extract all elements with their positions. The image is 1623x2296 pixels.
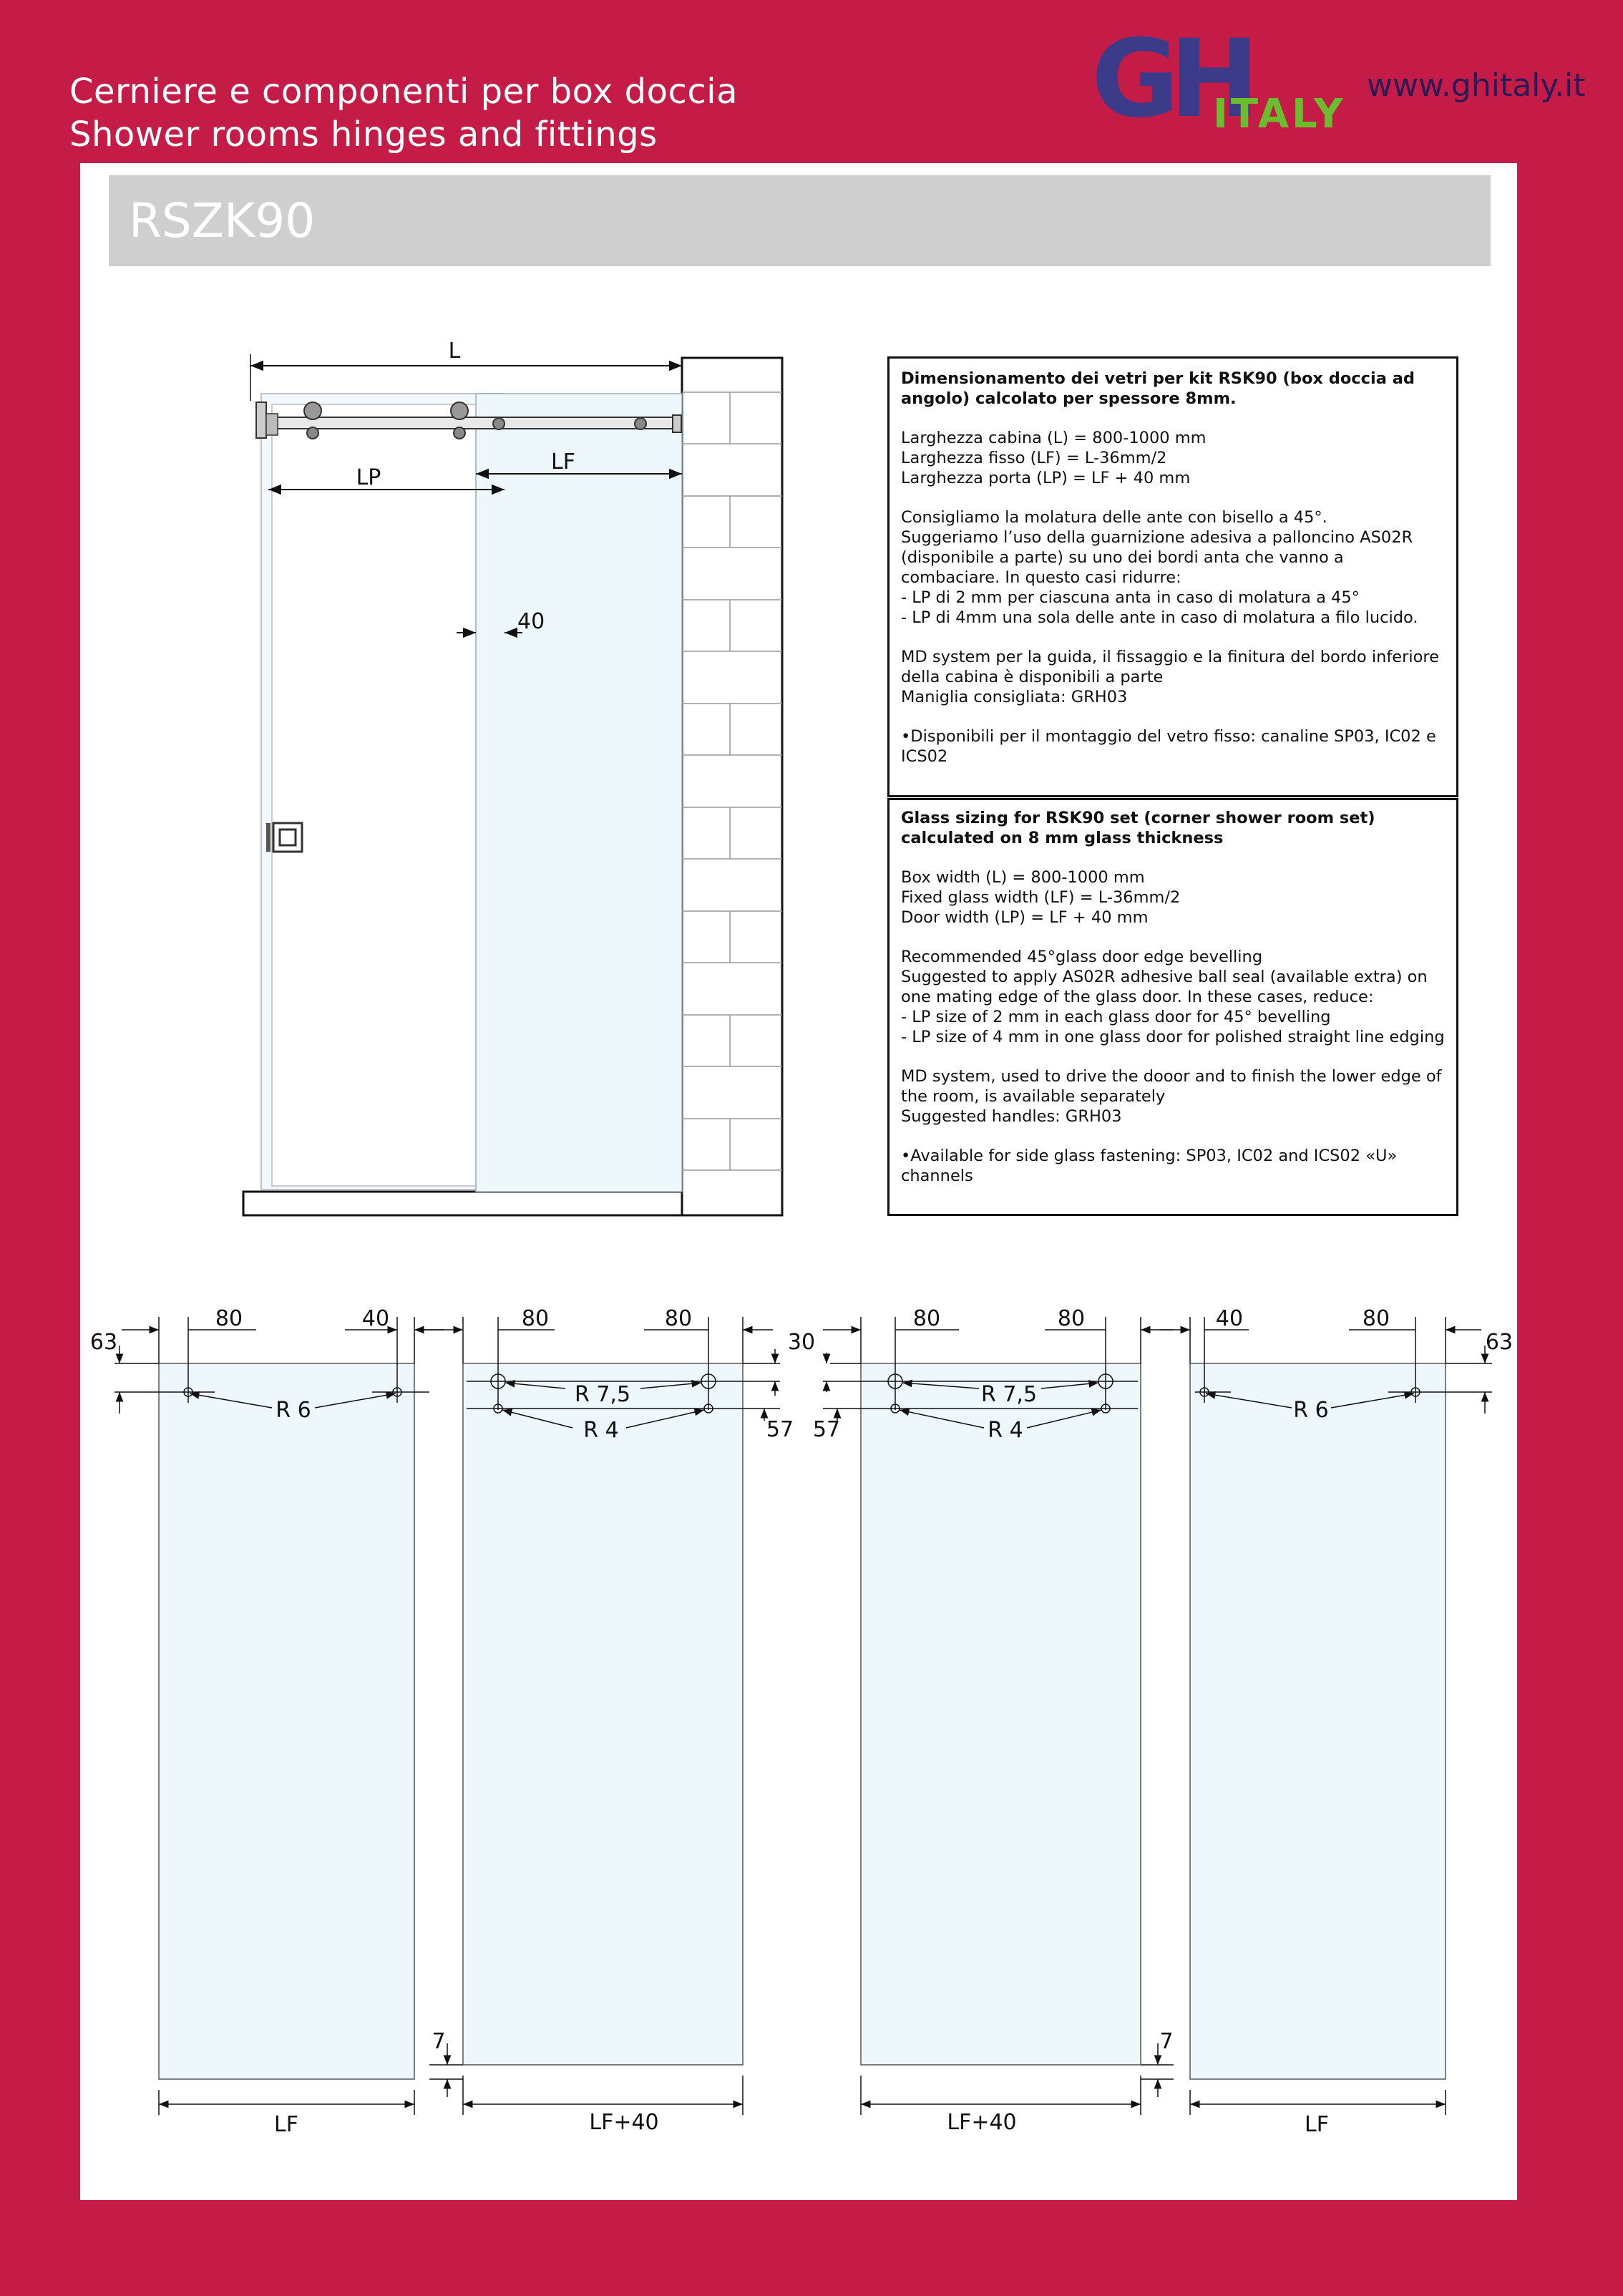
sizing-heading-it: Dimensionamento dei vetri per kit RSK90 (box doccia ad angolo) calcolato per spessore 8mm. xyxy=(901,369,1415,408)
panel-1-dim-top-right: 40 xyxy=(361,1306,390,1331)
floor-base xyxy=(243,1192,682,1215)
panel-1-dim-margin: 63 xyxy=(89,1330,118,1355)
product-code: RSZK90 xyxy=(129,193,316,248)
panel-4-dim-top-left: 40 xyxy=(1215,1306,1244,1331)
panel-2-glass xyxy=(463,1363,743,2065)
fixed-glass-clamp-2 xyxy=(635,418,646,429)
sizing-dims-en: Box width (L) = 800-1000 mm Fixed glass width (LF) = L-36mm/2 Door width (LP) = LF + 40 mm xyxy=(901,868,1181,927)
roller-1-stop xyxy=(307,427,318,439)
panel-1-radius: R 6 xyxy=(276,1398,311,1423)
panel-4-dim-top-right: 80 xyxy=(1362,1306,1390,1331)
website-link[interactable]: www.ghitaly.it xyxy=(1367,67,1586,104)
sizing-avail-it: •Disponibili per il montaggio del vetro fisso: canaline SP03, IC02 e ICS02 xyxy=(901,727,1436,766)
panel-2-dim-top-left: 80 xyxy=(521,1306,550,1331)
panel-2-radius-large: R 7,5 xyxy=(574,1382,631,1407)
logo-gh-letters: GH xyxy=(1091,17,1249,142)
rail-end-left xyxy=(256,402,266,438)
sizing-advice-en: Recommended 45°glass door edge bevelling Suggested to apply AS02R adhesive ball seal (available extra) on one mating edge of the glass door. In these cases, reduce: - LP size of 2 mm in each glass door for 45° bevelling - LP size of 4 mm in one glass door for polished straight line edging xyxy=(901,948,1445,1046)
handle-bar xyxy=(266,823,270,852)
sizing-avail-en: •Available for side glass fastening: SP03, IC02 and ICS02 «U» channels xyxy=(901,1147,1398,1185)
panel-1-width: LF xyxy=(274,2112,298,2137)
header-line-english: Shower rooms hinges and fittings xyxy=(69,115,658,155)
dim-label-LP: LP xyxy=(356,465,381,490)
panel-2-width: LF+40 xyxy=(589,2110,659,2135)
panel-3-dim-hole-mid: 57 xyxy=(812,1417,841,1442)
panel-2-dim-hole-mid: 57 xyxy=(766,1417,794,1442)
panel-2-radius-small: R 4 xyxy=(583,1418,619,1443)
sizing-advice-it: Consigliamo la molatura delle ante con bisello a 45°. Suggeriamo l’uso della guarnizione adesiva a palloncino AS02R (disponibile a parte) su uno dei bordi anta che vanno a combaciare. In questo casi ridurre: - LP di 2 mm per ciascuna anta in caso di molatura a 45° - LP di 4mm una sola delle ante in caso di molatura a filo lucido. xyxy=(901,508,1418,627)
shower-front-view xyxy=(243,339,782,1215)
sizing-md-en: MD system, used to drive the dooor and to finish the lower edge of the room, is available separately Suggested handles: GRH03 xyxy=(901,1067,1442,1126)
door-glass-inner xyxy=(272,404,479,1186)
rail-bracket xyxy=(266,414,278,435)
sizing-heading-en: Glass sizing for RSK90 set (corner shower room set) calculated on 8 mm glass thickness xyxy=(901,809,1375,847)
dim-label-overlap: 40 xyxy=(517,609,545,634)
panel-3-radius-large: R 7,5 xyxy=(980,1382,1038,1407)
panel-4-radius: R 6 xyxy=(1293,1398,1329,1423)
dim-label-L: L xyxy=(448,339,461,364)
roller-2-stop xyxy=(454,427,465,439)
panel-3-dim-top-right: 80 xyxy=(1057,1306,1086,1331)
header-line-italian: Cerniere e componenti per box doccia xyxy=(69,72,739,112)
panel-2-dim-bottom-gap: 7 xyxy=(432,2029,446,2054)
panel-2-dim-hole-top: 30 xyxy=(787,1330,816,1355)
dim-label-LF: LF xyxy=(551,449,575,475)
panel-3-glass xyxy=(861,1363,1141,2065)
roller-1 xyxy=(304,402,321,419)
panel-3-width: LF+40 xyxy=(947,2110,1017,2135)
rail-end-right xyxy=(673,415,681,432)
panel-3-dim-bottom-gap: 7 xyxy=(1159,2029,1174,2054)
sizing-dims-it: Larghezza cabina (L) = 800-1000 mm Larghezza fisso (LF) = L-36mm/2 Larghezza porta (LP) = LF + 40 mm xyxy=(901,429,1207,487)
panel-2-dim-top-right: 80 xyxy=(664,1306,693,1331)
sizing-md-it: MD system per la guida, il fissaggio e la finitura del bordo inferiore della cabina è disponibili a parte Maniglia consigliata: GRH03 xyxy=(901,648,1439,706)
panel-4-glass xyxy=(1190,1363,1446,2079)
roller-2 xyxy=(451,402,468,419)
fixed-glass-clamp-1 xyxy=(493,418,505,429)
panel-1-dim-top-left: 80 xyxy=(215,1306,243,1331)
logo-italy-letters: ITALY xyxy=(1213,91,1346,137)
panel-4-width: LF xyxy=(1305,2112,1329,2137)
fixed-glass xyxy=(476,394,682,1192)
brick-wall xyxy=(682,358,782,1215)
panel-4-dim-margin: 63 xyxy=(1485,1330,1514,1355)
panel-1-glass xyxy=(159,1363,414,2079)
panel-3-radius-small: R 4 xyxy=(988,1418,1023,1443)
sliding-rail xyxy=(258,417,680,429)
panel-3-dim-top-left: 80 xyxy=(912,1306,941,1331)
